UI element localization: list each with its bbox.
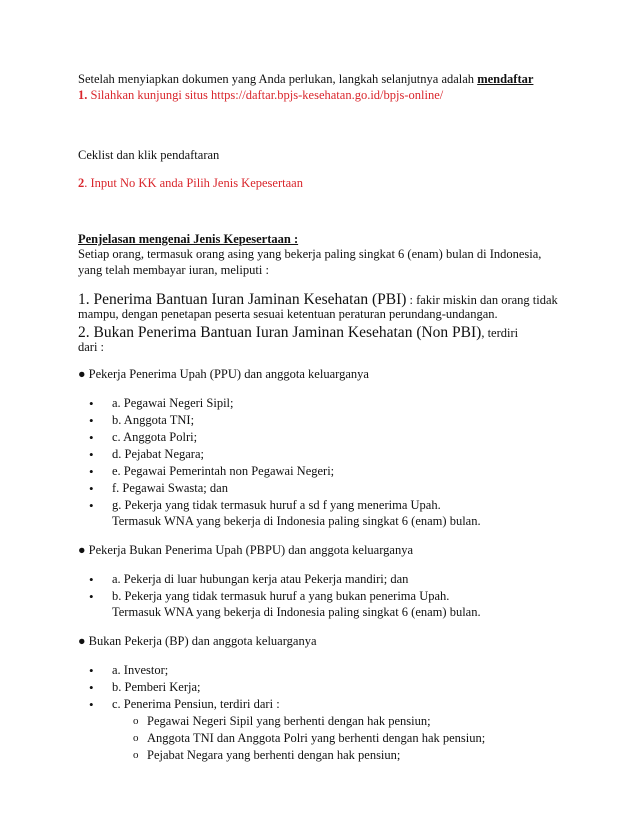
ppu-heading: ● Pekerja Penerima Upah (PPU) dan anggota keluarganya xyxy=(78,367,369,381)
bp-item-c: c. Penerima Pensiun, terdiri dari : xyxy=(112,697,280,711)
pbi-title: 1. Penerima Bantuan Iuran Jaminan Kesehatan (PBI) xyxy=(78,291,407,308)
sub-bullet-icon: o xyxy=(133,749,139,761)
explanation-heading: Penjelasan mengenai Jenis Kepesertaan : xyxy=(78,232,299,246)
step-1-text: Silahkan kunjungi situs https://daftar.bpjs-kesehatan.go.id/bpjs-online/ xyxy=(87,88,444,102)
pbpu-item-a: a. Pekerja di luar hubungan kerja atau Pekerja mandiri; dan xyxy=(112,572,409,586)
explanation-line-1: Setiap orang, termasuk orang asing yang bekerja paling singkat 6 (enam) bulan di Indonesia, xyxy=(78,247,542,261)
bp-heading: ● Bukan Pekerja (BP) dan anggota keluarganya xyxy=(78,634,317,648)
sub-bullet-icon: o xyxy=(133,732,139,744)
bullet-icon: • xyxy=(89,572,94,587)
ppu-item-f: f. Pegawai Swasta; dan xyxy=(112,481,228,495)
bullet-icon: • xyxy=(89,589,94,604)
ppu-item-g: g. Pekerja yang tidak termasuk huruf a sd f yang menerima Upah. xyxy=(112,498,441,512)
ppu-item-e: e. Pegawai Pemerintah non Pegawai Negeri; xyxy=(112,464,335,478)
ppu-item-a: a. Pegawai Negeri Sipil; xyxy=(112,396,234,410)
bullet-icon: • xyxy=(89,430,94,445)
ppu-note: Termasuk WNA yang bekerja di Indonesia paling singkat 6 (enam) bulan. xyxy=(112,514,481,528)
step-1-number: 1. xyxy=(78,88,88,102)
bullet-icon: • xyxy=(89,413,94,428)
bullet-icon: • xyxy=(89,447,94,462)
step-2-number: 2 xyxy=(78,176,85,190)
bullet-icon: • xyxy=(89,697,94,712)
bullet-icon: • xyxy=(89,481,94,496)
bp-item-a: a. Investor; xyxy=(112,663,169,677)
nonpbi-title: 2. Bukan Penerima Bantuan Iuran Jaminan Kesehatan (Non PBI) xyxy=(78,324,482,341)
ppu-item-c: c. Anggota Polri; xyxy=(112,430,198,444)
intro-line xyxy=(78,72,533,87)
pbpu-item-b: b. Pekerja yang tidak termasuk huruf a yang bukan penerima Upah. xyxy=(112,589,450,603)
pbpu-note: Termasuk WNA yang bekerja di Indonesia paling singkat 6 (enam) bulan. xyxy=(112,605,481,619)
bullet-icon: • xyxy=(89,663,94,678)
step-2 xyxy=(78,176,303,191)
nonpbi-line-2: dari : xyxy=(78,340,105,354)
bp-subitem-1: Pegawai Negeri Sipil yang berhenti dengan hak pensiun; xyxy=(147,714,431,728)
bullet-icon: • xyxy=(89,396,94,411)
pbi-line-2: mampu, dengan penetapan peserta sesuai ketentuan peraturan perundang-undangan. xyxy=(78,307,498,321)
sub-bullet-icon: o xyxy=(133,715,139,727)
ppu-item-d: d. Pejabat Negara; xyxy=(112,447,204,461)
bp-item-b: b. Pemberi Kerja; xyxy=(112,680,201,694)
nonpbi-line xyxy=(78,324,518,342)
ceklist-line: Ceklist dan klik pendaftaran xyxy=(78,148,220,162)
step-1 xyxy=(78,88,443,103)
pbi-text: : fakir miskin dan orang tidak xyxy=(406,293,558,307)
pbpu-heading: ● Pekerja Bukan Penerima Upah (PBPU) dan anggota keluarganya xyxy=(78,543,414,557)
bp-subitem-2: Anggota TNI dan Anggota Polri yang berhenti dengan hak pensiun; xyxy=(147,731,486,745)
intro-bold-word: mendaftar xyxy=(477,72,534,86)
bullet-icon: • xyxy=(89,680,94,695)
intro-text: Setelah menyiapkan dokumen yang Anda perlukan, langkah selanjutnya adalah xyxy=(78,72,478,86)
bullet-icon: • xyxy=(89,498,94,513)
step-2-text: . Input No KK anda Pilih Jenis Kepesertaan xyxy=(84,176,303,190)
bullet-icon: • xyxy=(89,464,94,479)
nonpbi-text: , terdiri xyxy=(481,326,519,340)
explanation-line-2: yang telah membayar iuran, meliputi : xyxy=(78,263,269,277)
bp-subitem-3: Pejabat Negara yang berhenti dengan hak pensiun; xyxy=(147,748,401,762)
ppu-item-b: b. Anggota TNI; xyxy=(112,413,195,427)
